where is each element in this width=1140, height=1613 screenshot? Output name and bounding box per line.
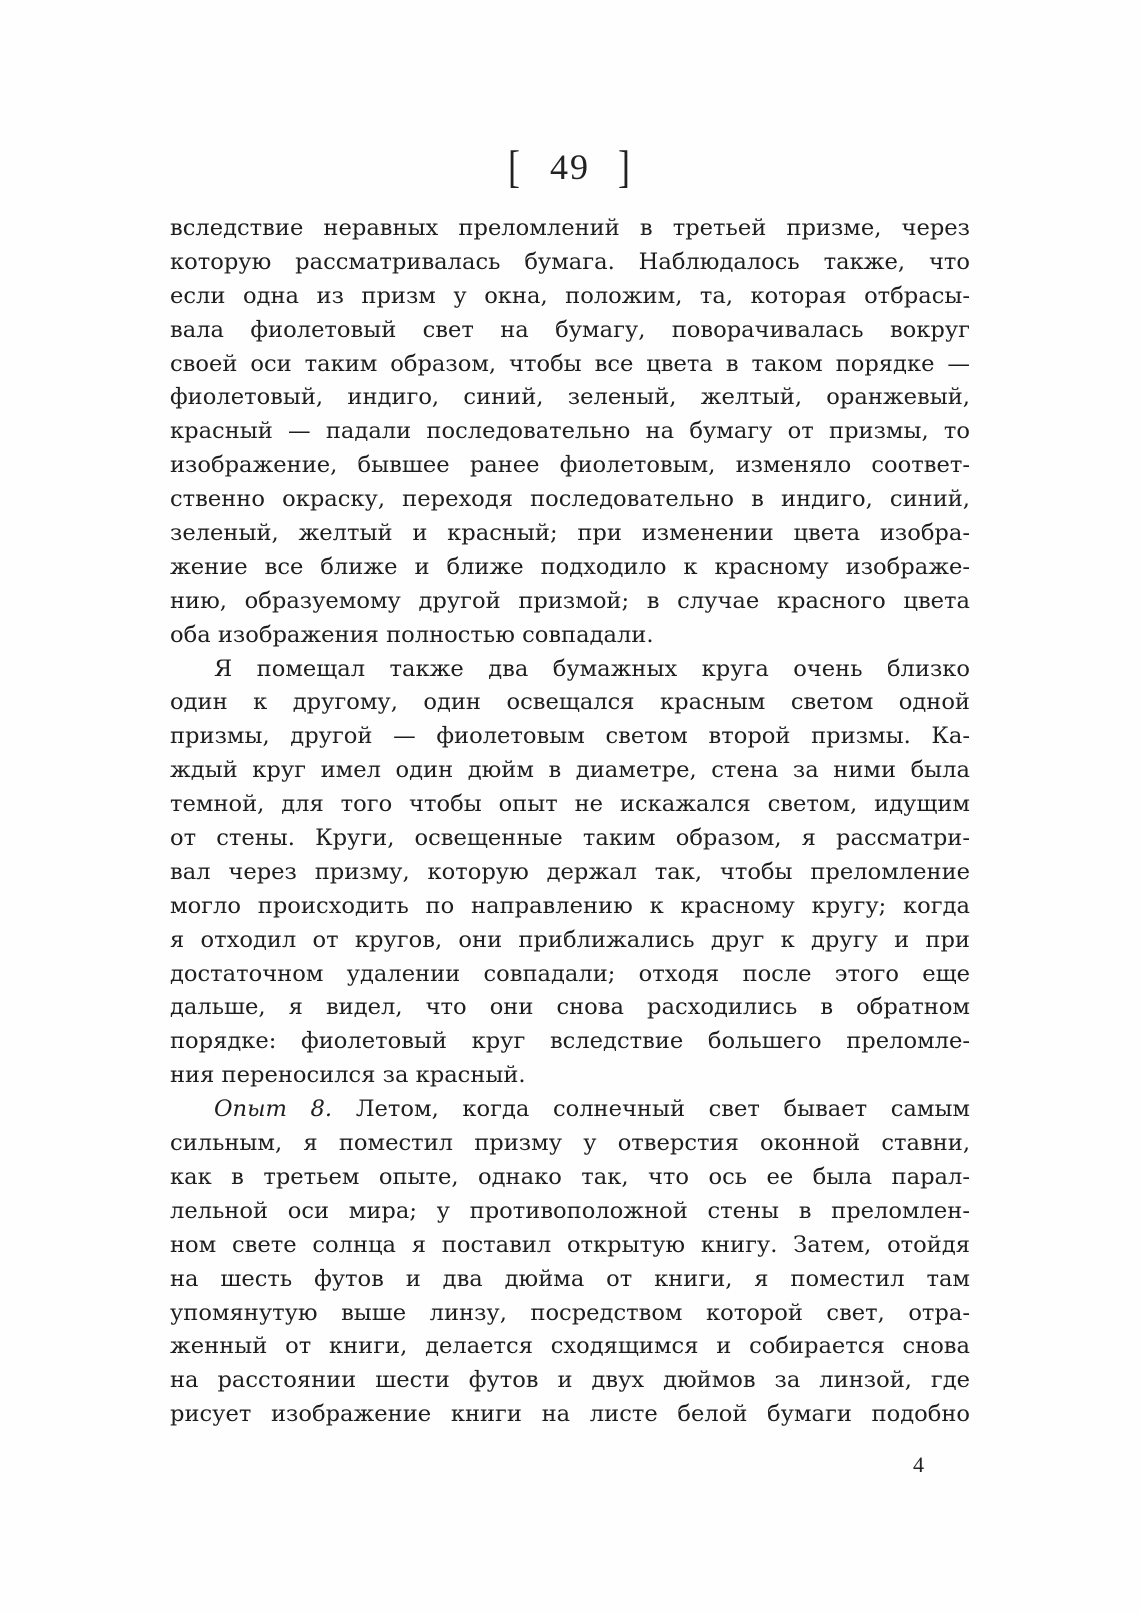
body-text [170,212,970,1432]
paragraph [170,212,970,653]
text-line: изображение, бывшее ранее фиолетовым, изменяло соответ- [170,452,970,479]
text-line: вследствие неравных преломлений в третьей призме, через [170,215,970,241]
page-number: 49 [550,147,590,187]
text-line: жение все ближе и ближе подходило к красному изображе- [170,553,970,580]
text-line: от стены. Круги, освещенные таким образом, я рассматри- [170,825,970,852]
text-line: призмы, другой — фиолетовым светом второй призмы. Ка- [170,723,970,750]
text-line: ном свете солнца я поставил открытую книгу. Затем, отойдя [170,1231,970,1258]
text-line: лельной оси мира; у противоположной стены в преломлен- [170,1197,970,1224]
signature-mark: 4 [913,1452,924,1477]
text-line: вал через призму, которую держал так, чтобы преломление [170,858,970,885]
text-line: если одна из призм у окна, положим, та, которая отбрасы- [170,282,970,309]
text-line: один к другому, один освещался красным светом одной [170,689,970,716]
text-line: порядке: фиолетовый круг вследствие большего преломле- [170,1028,970,1055]
left-bracket: [ [508,142,522,192]
paragraph [170,1093,970,1432]
text-line: упомянутую выше линзу, посредством которой свет, отра- [170,1299,970,1326]
text-line: дальше, я видел, что они снова расходились в обратном [170,994,970,1021]
text-line: Я помещал также два бумажных круга очень близко [214,655,970,682]
text-line: сильным, я поместил призму у отверстия оконной ставни, [170,1130,970,1157]
page-number-header [0,142,1140,192]
text-line: оба изображения полностью совпадали. [170,621,654,648]
text-line: женный от книги, делается сходящимся и собирается снова [170,1333,970,1360]
right-bracket: ] [618,142,632,192]
text-line: фиолетовый, индиго, синий, зеленый, желтый, оранжевый, [170,384,970,411]
text-line: достаточном удалении совпадали; отходя после этого еще [170,960,970,987]
text-line: ственно окраску, переходя последовательно в индиго, синий, [170,486,970,513]
text-line: на расстоянии шести футов и двух дюймов за линзой, где [170,1367,970,1394]
text-line: которую рассматривалась бумага. Наблюдалось также, что [170,248,970,275]
text-line: нию, образуемому другой призмой; в случае красного цвета [170,587,970,614]
text-line: я отходил от кругов, они приближались друг к другу и при [170,926,970,953]
text-line: темной, для того чтобы опыт не искажался светом, идущим [170,791,970,818]
text-line: вала фиолетовый свет на бумагу, поворачивалась вокруг [170,316,970,343]
paragraph [170,653,970,1094]
text-line: ждый круг имел один дюйм в диаметре, стена за ними была [170,757,970,784]
text-line: как в третьем опыте, однако так, что ось ее была парал- [170,1163,970,1190]
text-line: на шесть футов и два дюйма от книги, я поместил там [170,1265,970,1292]
text-line: могло происходить по направлению к красному кругу; когда [170,892,970,919]
text-line: ния переносился за красный. [170,1062,526,1089]
text-line: своей оси таким образом, чтобы все цвета в таком порядке — [170,350,970,377]
experiment-heading: Опыт 8. [214,1096,333,1123]
text-line: зеленый, желтый и красный; при изменении цвета изобра- [170,520,970,547]
text-line [170,1093,970,1127]
text-line: красный — падали последовательно на бумагу от призмы, то [170,418,970,445]
text-line-rest: Летом, когда солнечный свет бывает самым [332,1096,970,1123]
text-line: рисует изображение книги на листе белой бумаги подобно [170,1401,970,1428]
